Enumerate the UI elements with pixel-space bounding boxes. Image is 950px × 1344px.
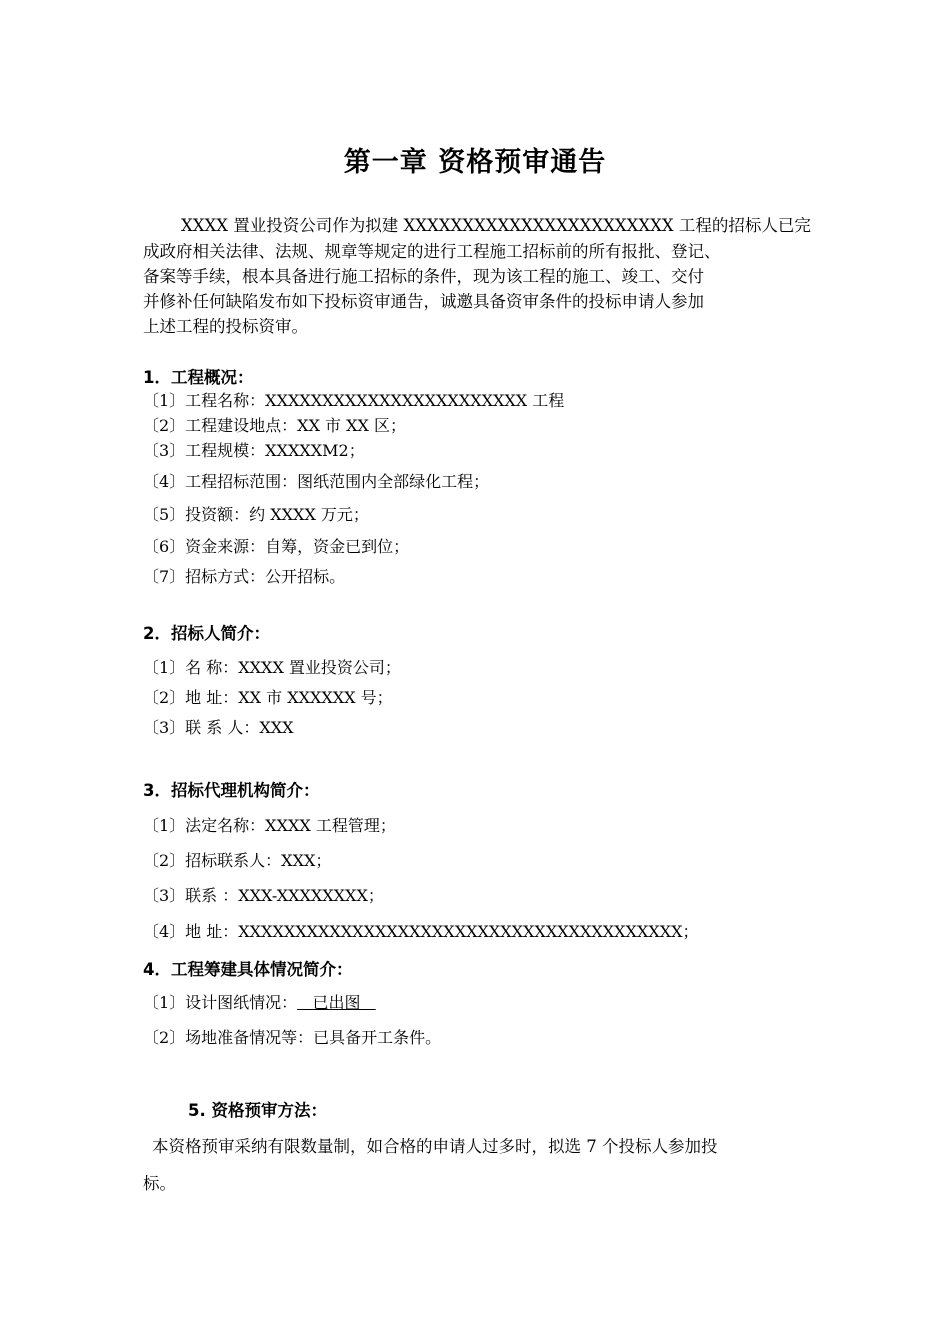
intro-line-1: XXXX 置业投资公司作为拟建 XXXXXXXXXXXXXXXXXXXXXXX 工程的招标人已完	[181, 216, 811, 235]
list-item	[143, 990, 376, 1013]
list-item: 〔2〕招标联系人：XXX；	[143, 851, 332, 870]
intro-line-3: 备案等手续，根本具备进行施工招标的条件，现为该工程的施工、竣工、交付	[143, 267, 704, 286]
section-4-heading: 4．工程筹建具体情况简介：	[143, 960, 353, 979]
intro-line-4: 并修补任何缺陷发布如下投标资审通告，诚邀具备资审条件的投标申请人参加	[143, 292, 704, 311]
method-line-1: 本资格预审采纳有限数量制，如合格的申请人过多时，拟选 7 个投标人参加投	[152, 1137, 718, 1156]
intro-line-5: 上述工程的投标资审。	[143, 317, 308, 336]
list-item: 〔5〕投资额：约 XXXX 万元；	[143, 505, 369, 524]
drawings-label: 〔1〕设计图纸情况：	[143, 993, 298, 1012]
list-item: 〔1〕名 称：XXXX 置业投资公司；	[143, 658, 401, 677]
list-item: 〔2〕场地准备情况等：已具备开工条件。	[143, 1028, 442, 1047]
list-item: 〔3〕联系 ：XXX-XXXXXXXX；	[143, 886, 384, 905]
list-item: 〔2〕工程建设地点：XX 市 XX 区；	[143, 416, 407, 435]
list-item: 〔4〕地 址：XXXXXXXXXXXXXXXXXXXXXXXXXXXXXXXXXXXXXXX；	[143, 922, 699, 941]
section-5-heading: 5. 资格预审方法：	[188, 1101, 327, 1120]
list-item: 〔6〕资金来源：自筹，资金已到位；	[143, 537, 410, 556]
list-item: 〔7〕招标方式：公开招标。	[143, 567, 346, 586]
list-item: 〔2〕地 址：XX 市 XXXXXX 号；	[143, 688, 393, 707]
drawings-value: 已出图	[312, 993, 361, 1012]
list-item: 〔3〕联 系 人：XXX	[143, 718, 294, 737]
section-3-heading: 3．招标代理机构简介：	[143, 781, 320, 800]
page-title: 第一章 资格预审通告	[343, 147, 607, 178]
intro-line-2: 成政府相关法律、法规、规章等规定的进行工程施工招标前的所有报批、登记、	[143, 242, 721, 261]
list-item: 〔4〕工程招标范围：图纸范围内全部绿化工程；	[143, 472, 490, 491]
method-line-2: 标。	[143, 1174, 176, 1193]
section-1-heading: 1．工程概况：	[143, 368, 254, 387]
list-item: 〔1〕工程名称：XXXXXXXXXXXXXXXXXXXXXXX 工程	[143, 391, 565, 410]
list-item: 〔1〕法定名称：XXXX 工程管理；	[143, 816, 396, 835]
section-2-heading: 2．招标人简介：	[143, 624, 270, 643]
list-item: 〔3〕工程规模：XXXXXM2；	[143, 441, 365, 460]
